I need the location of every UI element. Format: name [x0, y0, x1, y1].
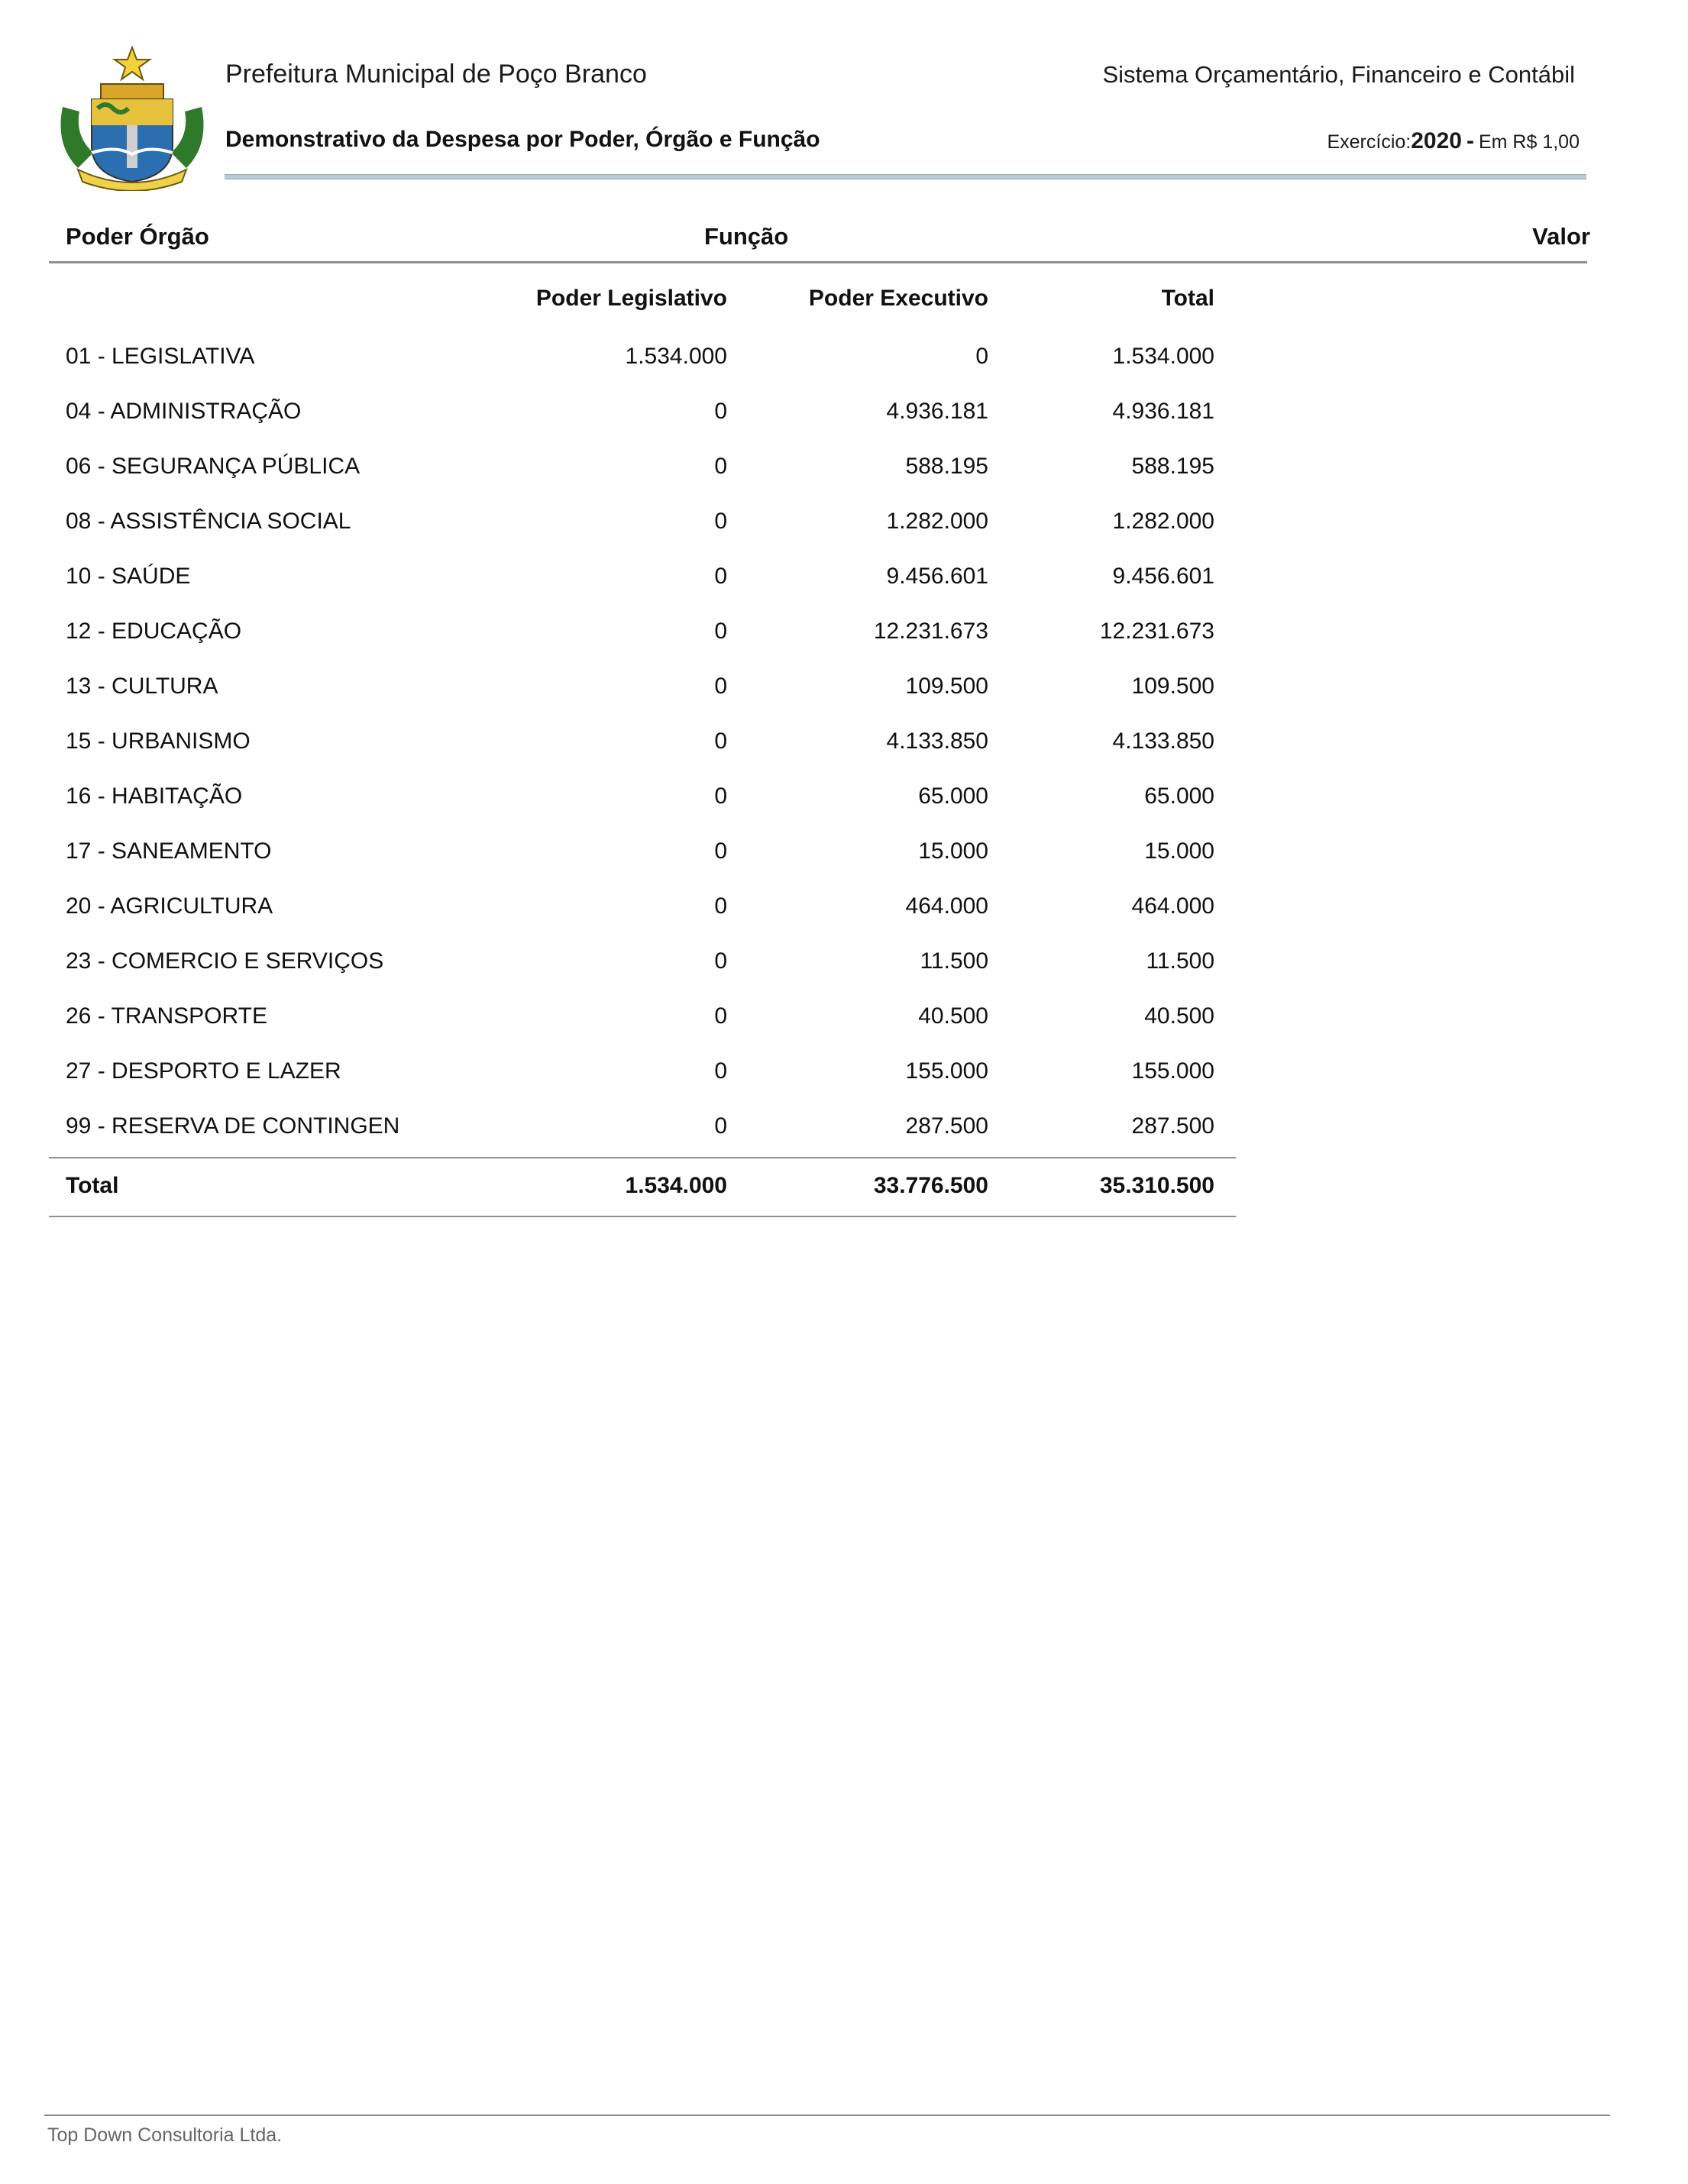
totals-row [0, 1159, 1237, 1214]
cell-legislativo: 0 [714, 1113, 727, 1139]
cell-total: 40.500 [1144, 1003, 1214, 1029]
table-row [0, 716, 1237, 771]
cell-total: 1.282.000 [1112, 509, 1214, 534]
row-label: 12 - EDUCAÇÃO [66, 619, 242, 644]
cell-legislativo: 0 [714, 838, 727, 864]
cell-total: 155.000 [1131, 1058, 1214, 1084]
header-divider [225, 174, 1586, 179]
table-row [0, 881, 1237, 936]
function-table-body [0, 331, 1237, 1156]
cell-legislativo: 0 [714, 1003, 727, 1029]
column-header-poder-orgao: Poder Órgão [66, 223, 209, 250]
cell-legislativo: 0 [714, 893, 727, 919]
table-row [0, 826, 1237, 881]
exercise-separator: - [1466, 128, 1474, 153]
column-header-divider [49, 261, 1587, 263]
cell-executivo: 464.000 [905, 893, 988, 919]
row-label: 08 - ASSISTÊNCIA SOCIAL [66, 509, 351, 534]
cell-total: 4.936.181 [1112, 399, 1214, 424]
totals-top-divider [49, 1157, 1236, 1158]
subheader-total: Total [1161, 286, 1214, 311]
cell-legislativo: 1.534.000 [625, 344, 727, 369]
exercise-label: Exercício: [1327, 131, 1412, 153]
cell-total: 588.195 [1131, 454, 1214, 479]
table-row [0, 441, 1237, 496]
report-title: Demonstrativo da Despesa por Poder, Órgão e Função [225, 127, 820, 152]
table-row [0, 331, 1237, 386]
table-row [0, 551, 1237, 606]
cell-legislativo: 0 [714, 619, 727, 644]
row-label: 06 - SEGURANÇA PÚBLICA [66, 454, 361, 479]
cell-legislativo: 0 [714, 1058, 727, 1084]
table-row [0, 496, 1237, 551]
cell-legislativo: 0 [714, 454, 727, 479]
cell-legislativo: 0 [714, 564, 727, 589]
row-label: 01 - LEGISLATIVA [66, 344, 255, 369]
row-label: 15 - URBANISMO [66, 729, 251, 754]
table-row [0, 606, 1237, 661]
table-row [0, 771, 1237, 826]
cell-total: 109.500 [1131, 674, 1214, 699]
row-label: 99 - RESERVA DE CONTINGEN [66, 1113, 400, 1139]
table-row [0, 386, 1237, 441]
cell-executivo: 40.500 [918, 1003, 988, 1029]
cell-legislativo: 0 [714, 509, 727, 534]
system-name: Sistema Orçamentário, Financeiro e Contábil [1102, 61, 1575, 88]
cell-executivo: 12.231.673 [873, 619, 988, 644]
row-label: 27 - DESPORTO E LAZER [66, 1058, 341, 1084]
cell-legislativo: 0 [714, 399, 727, 424]
currency-unit: Em R$ 1,00 [1478, 131, 1580, 153]
exercise-info [1327, 128, 1580, 154]
subheader-poder-executivo: Poder Executivo [808, 286, 988, 311]
cell-total: 15.000 [1144, 838, 1214, 864]
cell-executivo: 4.936.181 [886, 399, 988, 424]
footer-company: Top Down Consultoria Ltda. [47, 2124, 283, 2146]
cell-executivo: 109.500 [905, 674, 988, 699]
totals-label: Total [66, 1173, 119, 1198]
footer-divider [44, 2115, 1610, 2116]
cell-executivo: 9.456.601 [886, 564, 988, 589]
row-label: 17 - SANEAMENTO [66, 838, 272, 864]
table-row [0, 991, 1237, 1046]
cell-total: 65.000 [1144, 783, 1214, 809]
cell-total: 9.456.601 [1112, 564, 1214, 589]
row-label: 26 - TRANSPORTE [66, 1003, 267, 1029]
cell-total: 4.133.850 [1112, 729, 1214, 754]
row-label: 20 - AGRICULTURA [66, 893, 273, 919]
row-label: 13 - CULTURA [66, 674, 218, 699]
table-row [0, 1046, 1237, 1101]
cell-total: 12.231.673 [1099, 619, 1214, 644]
exercise-year: 2020 [1411, 128, 1462, 153]
table-row [0, 936, 1237, 991]
cell-executivo: 0 [975, 344, 988, 369]
cell-legislativo: 0 [714, 783, 727, 809]
cell-executivo: 15.000 [918, 838, 988, 864]
table-row [0, 661, 1237, 716]
cell-total: 464.000 [1131, 893, 1214, 919]
cell-legislativo: 0 [714, 674, 727, 699]
column-header-funcao: Função [704, 223, 789, 250]
cell-executivo: 287.500 [905, 1113, 988, 1139]
table-row [0, 1101, 1237, 1156]
row-label: 16 - HABITAÇÃO [66, 783, 243, 809]
totals-total: 35.310.500 [1099, 1173, 1214, 1198]
cell-executivo: 4.133.850 [886, 729, 988, 754]
cell-total: 1.534.000 [1112, 344, 1214, 369]
row-label: 23 - COMERCIO E SERVIÇOS [66, 948, 384, 974]
subheader-poder-legislativo: Poder Legislativo [535, 286, 727, 311]
cell-executivo: 11.500 [920, 948, 988, 974]
organization-name: Prefeitura Municipal de Poço Branco [225, 60, 647, 89]
totals-legislativo: 1.534.000 [625, 1173, 727, 1198]
cell-total: 11.500 [1146, 948, 1214, 974]
cell-executivo: 65.000 [918, 783, 988, 809]
row-label: 04 - ADMINISTRAÇÃO [66, 399, 302, 424]
cell-executivo: 588.195 [905, 454, 988, 479]
cell-legislativo: 0 [714, 948, 727, 974]
municipal-coat-of-arms-icon [47, 46, 217, 191]
totals-bottom-divider [49, 1216, 1236, 1217]
cell-legislativo: 0 [714, 729, 727, 754]
cell-executivo: 1.282.000 [886, 509, 988, 534]
cell-executivo: 155.000 [905, 1058, 988, 1084]
column-header-valor: Valor [1532, 223, 1590, 250]
totals-executivo: 33.776.500 [873, 1173, 988, 1198]
cell-total: 287.500 [1131, 1113, 1214, 1139]
row-label: 10 - SAÚDE [66, 564, 191, 589]
